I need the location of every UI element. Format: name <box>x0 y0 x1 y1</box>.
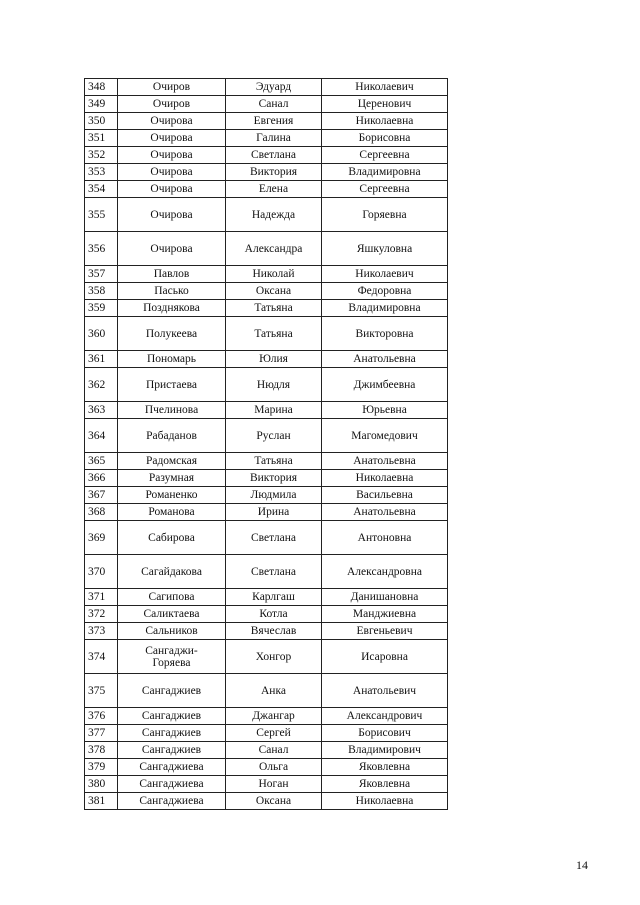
first-name-cell: Санал <box>226 96 322 113</box>
first-name-cell: Татьяна <box>226 453 322 470</box>
row-number: 353 <box>85 164 118 181</box>
table-row <box>85 759 448 776</box>
row-number: 358 <box>85 283 118 300</box>
patronymic-cell: Антоновна <box>322 521 448 555</box>
table-row <box>85 147 448 164</box>
surname-cell: Рабаданов <box>118 419 226 453</box>
first-name-cell: Марина <box>226 402 322 419</box>
table-row <box>85 181 448 198</box>
first-name-cell: Ноган <box>226 776 322 793</box>
first-name-cell: Галина <box>226 130 322 147</box>
surname-cell: Сагипова <box>118 589 226 606</box>
surname-cell: Полукеева <box>118 317 226 351</box>
table-row <box>85 351 448 368</box>
patronymic-cell: Магомедович <box>322 419 448 453</box>
patronymic-cell: Александрович <box>322 708 448 725</box>
table-row <box>85 113 448 130</box>
row-number: 356 <box>85 232 118 266</box>
first-name-cell: Оксана <box>226 283 322 300</box>
surname-cell: Очирова <box>118 147 226 164</box>
row-number: 364 <box>85 419 118 453</box>
row-number: 371 <box>85 589 118 606</box>
row-number: 370 <box>85 555 118 589</box>
patronymic-cell: Николаевна <box>322 793 448 810</box>
surname-cell: Очирова <box>118 164 226 181</box>
row-number: 351 <box>85 130 118 147</box>
row-number: 372 <box>85 606 118 623</box>
row-number: 359 <box>85 300 118 317</box>
surname-cell: Радомская <box>118 453 226 470</box>
row-number: 365 <box>85 453 118 470</box>
patronymic-cell: Александровна <box>322 555 448 589</box>
surname-cell: Пристаева <box>118 368 226 402</box>
surname-cell: Сангаджи- Горяева <box>118 640 226 674</box>
table-row <box>85 674 448 708</box>
page-number: 14 <box>576 858 588 872</box>
row-number: 374 <box>85 640 118 674</box>
roster-body <box>85 79 448 810</box>
first-name-cell: Джангар <box>226 708 322 725</box>
surname-cell: Сангаджиев <box>118 674 226 708</box>
first-name-cell: Елена <box>226 181 322 198</box>
patronymic-cell: Владимирович <box>322 742 448 759</box>
table-row <box>85 79 448 96</box>
table-row <box>85 419 448 453</box>
first-name-cell: Котла <box>226 606 322 623</box>
first-name-cell: Хонгор <box>226 640 322 674</box>
table-row <box>85 640 448 674</box>
first-name-cell: Светлана <box>226 147 322 164</box>
first-name-cell: Татьяна <box>226 300 322 317</box>
surname-cell: Сангаджиева <box>118 776 226 793</box>
surname-cell: Сальников <box>118 623 226 640</box>
table-row <box>85 317 448 351</box>
patronymic-cell: Яковлевна <box>322 776 448 793</box>
surname-cell: Пчелинова <box>118 402 226 419</box>
surname-cell: Очирова <box>118 113 226 130</box>
table-row <box>85 589 448 606</box>
surname-cell: Сангаджиева <box>118 793 226 810</box>
table-row <box>85 504 448 521</box>
table-row <box>85 453 448 470</box>
surname-cell: Сагайдакова <box>118 555 226 589</box>
first-name-cell: Татьяна <box>226 317 322 351</box>
surname-cell: Очирова <box>118 198 226 232</box>
patronymic-cell: Николаевич <box>322 79 448 96</box>
surname-cell: Сангаджиев <box>118 708 226 725</box>
table-row <box>85 198 448 232</box>
first-name-cell: Руслан <box>226 419 322 453</box>
patronymic-cell: Николаевна <box>322 470 448 487</box>
surname-cell: Очиров <box>118 96 226 113</box>
surname-cell: Очирова <box>118 232 226 266</box>
table-row <box>85 742 448 759</box>
table-row <box>85 623 448 640</box>
patronymic-cell: Владимировна <box>322 300 448 317</box>
surname-cell: Очирова <box>118 181 226 198</box>
table-row <box>85 708 448 725</box>
first-name-cell: Вячеслав <box>226 623 322 640</box>
surname-cell: Сабирова <box>118 521 226 555</box>
patronymic-cell: Горяевна <box>322 198 448 232</box>
row-number: 381 <box>85 793 118 810</box>
row-number: 377 <box>85 725 118 742</box>
first-name-cell: Александра <box>226 232 322 266</box>
first-name-cell: Ольга <box>226 759 322 776</box>
table-row <box>85 725 448 742</box>
table-row <box>85 521 448 555</box>
first-name-cell: Евгения <box>226 113 322 130</box>
patronymic-cell: Владимировна <box>322 164 448 181</box>
surname-cell: Очирова <box>118 130 226 147</box>
patronymic-cell: Васильевна <box>322 487 448 504</box>
patronymic-cell: Юрьевна <box>322 402 448 419</box>
first-name-cell: Карлгаш <box>226 589 322 606</box>
table-row <box>85 164 448 181</box>
first-name-cell: Светлана <box>226 521 322 555</box>
row-number: 362 <box>85 368 118 402</box>
first-name-cell: Эдуард <box>226 79 322 96</box>
row-number: 380 <box>85 776 118 793</box>
table-row <box>85 232 448 266</box>
table-row <box>85 300 448 317</box>
first-name-cell: Виктория <box>226 164 322 181</box>
patronymic-cell: Манджиевна <box>322 606 448 623</box>
patronymic-cell: Яшкуловна <box>322 232 448 266</box>
surname-cell: Романенко <box>118 487 226 504</box>
row-number: 379 <box>85 759 118 776</box>
surname-cell: Позднякова <box>118 300 226 317</box>
row-number: 376 <box>85 708 118 725</box>
first-name-cell: Николай <box>226 266 322 283</box>
first-name-cell: Людмила <box>226 487 322 504</box>
surname-cell: Сангаджиев <box>118 725 226 742</box>
patronymic-cell: Борисович <box>322 725 448 742</box>
table-row <box>85 776 448 793</box>
patronymic-cell: Николаевич <box>322 266 448 283</box>
table-row <box>85 470 448 487</box>
row-number: 367 <box>85 487 118 504</box>
row-number: 354 <box>85 181 118 198</box>
patronymic-cell: Данишановна <box>322 589 448 606</box>
row-number: 348 <box>85 79 118 96</box>
row-number: 373 <box>85 623 118 640</box>
surname-cell: Пономарь <box>118 351 226 368</box>
first-name-cell: Оксана <box>226 793 322 810</box>
patronymic-cell: Николаевна <box>322 113 448 130</box>
patronymic-cell: Евгеньевич <box>322 623 448 640</box>
surname-cell: Сангаджиева <box>118 759 226 776</box>
roster-table <box>84 78 448 810</box>
table-row <box>85 96 448 113</box>
row-number: 355 <box>85 198 118 232</box>
first-name-cell: Юлия <box>226 351 322 368</box>
first-name-cell: Ирина <box>226 504 322 521</box>
first-name-cell: Анка <box>226 674 322 708</box>
row-number: 369 <box>85 521 118 555</box>
row-number: 375 <box>85 674 118 708</box>
table-row <box>85 793 448 810</box>
first-name-cell: Санал <box>226 742 322 759</box>
surname-cell: Очиров <box>118 79 226 96</box>
row-number: 349 <box>85 96 118 113</box>
first-name-cell: Надежда <box>226 198 322 232</box>
surname-cell: Пасько <box>118 283 226 300</box>
patronymic-cell: Анатольевна <box>322 504 448 521</box>
surname-cell: Разумная <box>118 470 226 487</box>
row-number: 360 <box>85 317 118 351</box>
first-name-cell: Виктория <box>226 470 322 487</box>
table-row <box>85 130 448 147</box>
table-row <box>85 555 448 589</box>
row-number: 361 <box>85 351 118 368</box>
row-number: 357 <box>85 266 118 283</box>
table-row <box>85 402 448 419</box>
first-name-cell: Сергей <box>226 725 322 742</box>
row-number: 350 <box>85 113 118 130</box>
surname-cell: Саликтаева <box>118 606 226 623</box>
patronymic-cell: Сергеевна <box>322 181 448 198</box>
table-row <box>85 283 448 300</box>
patronymic-cell: Федоровна <box>322 283 448 300</box>
row-number: 366 <box>85 470 118 487</box>
table-row <box>85 368 448 402</box>
patronymic-cell: Анатольевич <box>322 674 448 708</box>
surname-cell: Сангаджиев <box>118 742 226 759</box>
row-number: 352 <box>85 147 118 164</box>
patronymic-cell: Джимбеевна <box>322 368 448 402</box>
row-number: 368 <box>85 504 118 521</box>
patronymic-cell: Сергеевна <box>322 147 448 164</box>
patronymic-cell: Анатольевна <box>322 351 448 368</box>
table-row <box>85 487 448 504</box>
patronymic-cell: Церенович <box>322 96 448 113</box>
patronymic-cell: Исаровна <box>322 640 448 674</box>
patronymic-cell: Викторовна <box>322 317 448 351</box>
table-row <box>85 606 448 623</box>
first-name-cell: Светлана <box>226 555 322 589</box>
table-row <box>85 266 448 283</box>
patronymic-cell: Яковлевна <box>322 759 448 776</box>
row-number: 378 <box>85 742 118 759</box>
row-number: 363 <box>85 402 118 419</box>
patronymic-cell: Анатольевна <box>322 453 448 470</box>
first-name-cell: Нюдля <box>226 368 322 402</box>
surname-cell: Романова <box>118 504 226 521</box>
surname-cell: Павлов <box>118 266 226 283</box>
patronymic-cell: Борисовна <box>322 130 448 147</box>
